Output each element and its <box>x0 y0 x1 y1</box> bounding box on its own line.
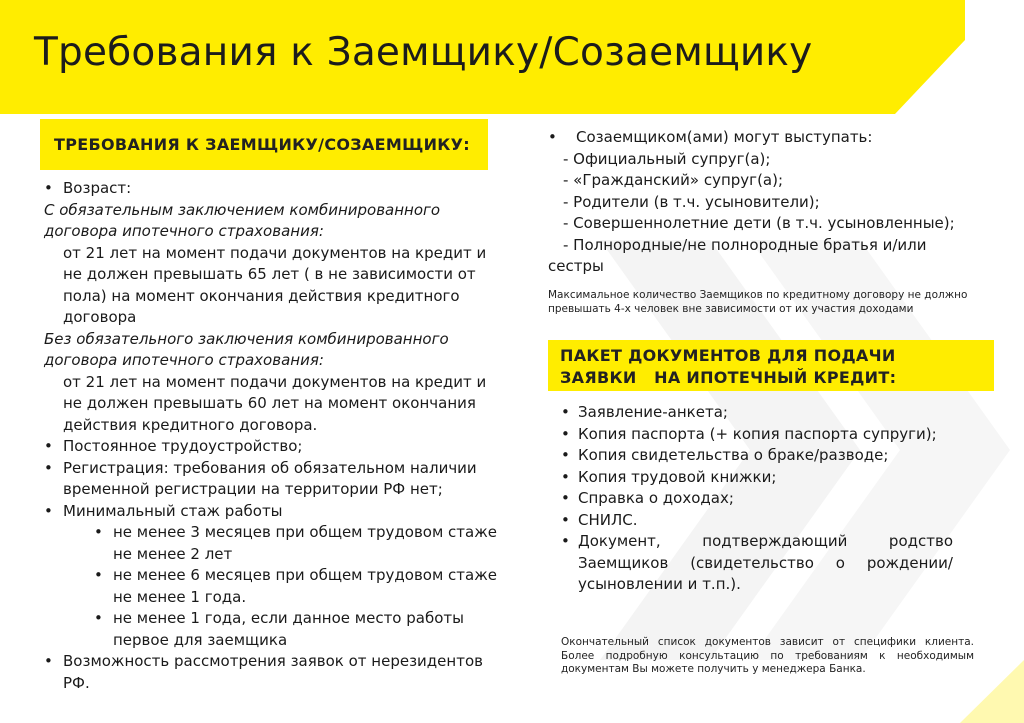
coborrower-item-tail: сестры <box>548 257 604 275</box>
without-insurance-heading: Без обязательного заключения комбинированного <box>44 329 449 348</box>
experience-subitem-cont: не менее 1 года. <box>113 587 247 606</box>
employment-item: • Постоянное трудоустройство; <box>44 436 506 458</box>
coborrower-item: - Родители (в т.ч. усыновители); <box>563 192 820 211</box>
without-insurance-text: не должен превышать 60 лет на момент окончания <box>63 394 476 412</box>
document-item: • Копия паспорта (+ копия паспорта супруги); <box>561 424 953 446</box>
documents-list <box>561 402 953 596</box>
with-insurance-text: пола) на момент окончания действия кредитного <box>63 286 460 305</box>
coborrower-item: - Официальный супруг(а); <box>563 149 771 168</box>
registration-item-cont: временной регистрации на территории РФ нет; <box>63 480 443 498</box>
with-insurance-heading: С обязательным заключением комбинированного <box>44 200 441 219</box>
without-insurance-text: действия кредитного договора. <box>63 415 318 434</box>
without-insurance-heading-cont: договора ипотечного страхования: <box>44 351 324 369</box>
borrower-requirements-title: ТРЕБОВАНИЯ К ЗАЕМЩИКУ/СОЗАЕМЩИКУ: <box>54 135 470 154</box>
document-item: • Заявление-анкета; <box>561 402 953 424</box>
document-item: • Копия свидетельства о браке/разводе; <box>561 445 953 467</box>
coborrower-item: - «Гражданский» супруг(а); <box>563 171 784 189</box>
coborrowers-section <box>548 127 968 278</box>
experience-subitem: • не менее 6 месяцев при общем трудовом стаже <box>44 565 506 587</box>
registration-item: • Регистрация: требования об обязательном наличии <box>44 458 506 480</box>
with-insurance-text: не должен превышать 65 лет ( в не зависимости от <box>63 265 476 283</box>
final-note: Окончательный список документов зависит от специфики клиента. Более подробную консультацию по требованиям к необходимым документам Вы можете получить у менеджера Банка. <box>561 636 974 675</box>
age-item: • Возраст: <box>44 178 506 200</box>
with-insurance-text: договора <box>63 308 137 326</box>
experience-subitem-cont: не менее 2 лет <box>113 544 233 563</box>
document-item: • Документ, подтверждающий родство Заемщиков (свидетельство о рождении/усыновлении и т.п.). <box>561 531 953 596</box>
coborrower-item: - Полнородные/не полнородные братья и/или <box>563 235 927 254</box>
experience-item: • Минимальный стаж работы <box>44 501 506 523</box>
experience-subitem: • не менее 1 года, если данное место работы <box>44 608 506 630</box>
document-item: • СНИЛС. <box>561 510 953 532</box>
page-title: Требования к Заемщику/Созаемщику <box>34 30 813 75</box>
borrower-requirements-header <box>40 119 488 170</box>
document-item: • Справка о доходах; <box>561 488 953 510</box>
experience-subitem: • не менее 3 месяцев при общем трудовом стаже <box>44 522 506 544</box>
document-item: • Копия трудовой книжки; <box>561 467 953 489</box>
with-insurance-heading-cont: договора ипотечного страхования: <box>44 222 324 240</box>
nonresident-item-cont: РФ. <box>63 673 90 692</box>
experience-subitem-cont: первое для заемщика <box>113 630 288 649</box>
without-insurance-text: от 21 лет на момент подачи документов на кредит и <box>63 372 487 391</box>
coborrowers-lead: • Созаемщиком(ами) могут выступать: <box>548 127 968 149</box>
documents-package-title: ПАКЕТ ДОКУМЕНТОВ ДЛЯ ПОДАЧИ ЗАЯВКИ НА ИПОТЕЧНЫЙ КРЕДИТ: <box>560 346 897 387</box>
borrower-requirements-list <box>44 178 506 694</box>
nonresident-item: • Возможность рассмотрения заявок от нерезидентов <box>44 651 506 673</box>
documents-package-header <box>548 340 994 391</box>
max-borrowers-note: Максимальное количество Заемщиков по кредитному договору не должно превышать 4-х человек вне зависимости от их участия доходами <box>548 289 968 315</box>
with-insurance-text: от 21 лет на момент подачи документов на кредит и <box>63 243 487 262</box>
coborrower-item: - Совершеннолетние дети (в т.ч. усыновленные); <box>563 214 955 232</box>
